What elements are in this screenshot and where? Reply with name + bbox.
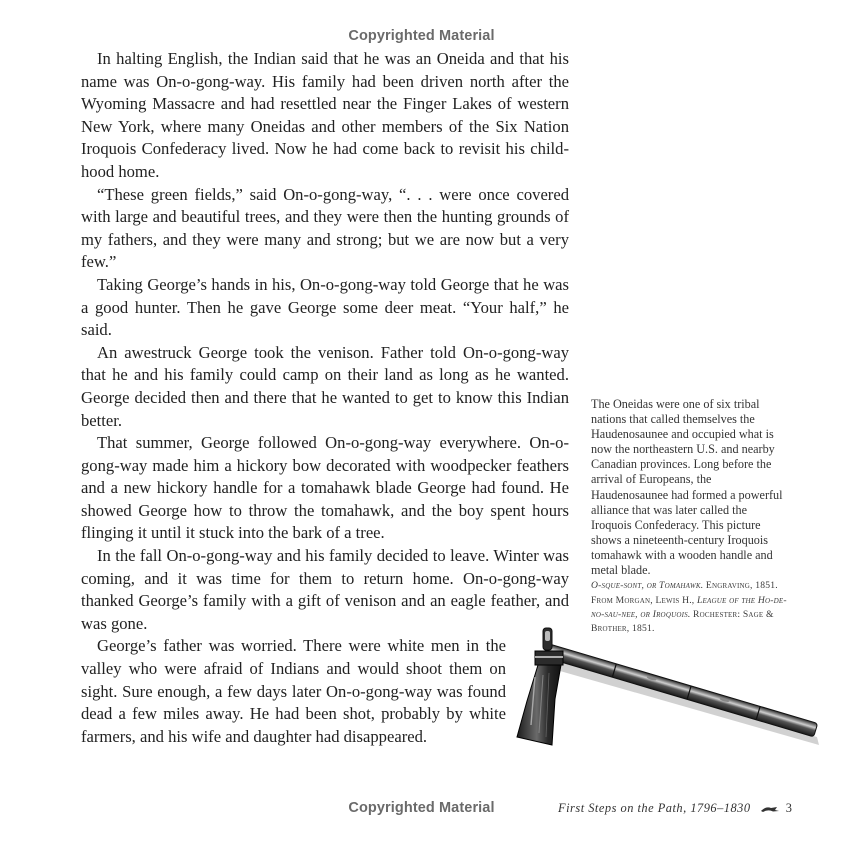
tomahawk-bowl (543, 628, 552, 650)
page-footer (540, 801, 792, 817)
paragraph-6: In the fall On-o-gong-way and his family decided to leave. Winter was coming, and it was time for them to return home. On-o-gong-way thanked George’s family with a gift of venison and an eagle feather, and was gone. (81, 546, 569, 633)
tomahawk-blade (517, 665, 561, 745)
copyright-watermark-top: Copyrighted Material (348, 28, 495, 44)
paragraph-7: George’s father was worried. There were white men in the valley who were afraid of Indians and would shoot them on sight. Sure enough, a few days later On-o-gong-way was found dead a few miles away. He had been shot, probably by white farmers, and his wife and daughter had disappeared. (81, 636, 506, 746)
paragraph-1: In halting English, the Indian said that he was an Oneida and that his name was On-o-gong-way. His family had been driven north after the Wyoming Massacre and had resettled near the Finger Lakes of western New York, where many Oneidas and other members of the Six Nation Iroquois Confederacy lived. Now he had come back to revisit his childhood home. (81, 49, 569, 181)
caption-text: The Oneidas were one of six tribal nations that called themselves the Haudenosaunee and occupied what is now the northeastern U.S. and nearby Canadian provinces. Long before the arrival of Europeans, the Haudenosaunee had formed a powerful alliance that was later called the Iroquois Confederacy. This picture shows a nineteenth-century Iroquois tomahawk with a wooden handle and metal blade. (591, 397, 783, 578)
body-text (81, 48, 569, 748)
paragraph-3: Taking George’s hands in his, On-o-gong-way told George that he was a good hunter. Then he gave George some deer meat. “Your half,” he said. (81, 274, 569, 340)
paragraph-2: “These green fields,” said On-o-gong-way, “. . . were once covered with large and beautiful trees, and they were then the hunting grounds of my fathers, and they were many and strong; but we are now but a very few.” (81, 184, 569, 272)
arrow-ornament-icon (760, 802, 780, 817)
credit-mid: Engraving, 1851. From Morgan, Lewis H., (591, 580, 778, 606)
credit-book: League of the Ho-de-no-sau-nee, or Iroquois. (591, 594, 787, 620)
tomahawk-handle (543, 643, 817, 737)
running-head: First Steps on the Path, 1796–1830 (558, 801, 751, 815)
tomahawk-icon (505, 625, 825, 755)
tomahawk-collar (535, 651, 563, 665)
tomahawk-illustration (505, 625, 825, 755)
paragraph-5: That summer, George followed On-o-gong-way everywhere. On-ogong-way made him a hickory bow decorated with woodpecker feathers and a new hickory handle for a tomahawk blade George had found. He showed George how to throw the tomahawk, and the boy spent hours flinging it until it stuck into the bark of a tree. (81, 433, 569, 543)
paragraph-4: An awestruck George took the venison. Father told On-o-gong-way that he and his family could camp on their land as long as he wanted. George decided then and there that he wanted to get to know this Indian better. (81, 342, 569, 430)
page-number: 3 (785, 801, 792, 815)
credit-title: O-sque-sont, or Tomahawk. (591, 580, 704, 592)
credit-end: Rochester: Sage & Brother, 1851. (591, 608, 774, 635)
sidebar-caption (591, 397, 787, 637)
copyright-watermark-bottom: Copyrighted Material (348, 800, 495, 816)
